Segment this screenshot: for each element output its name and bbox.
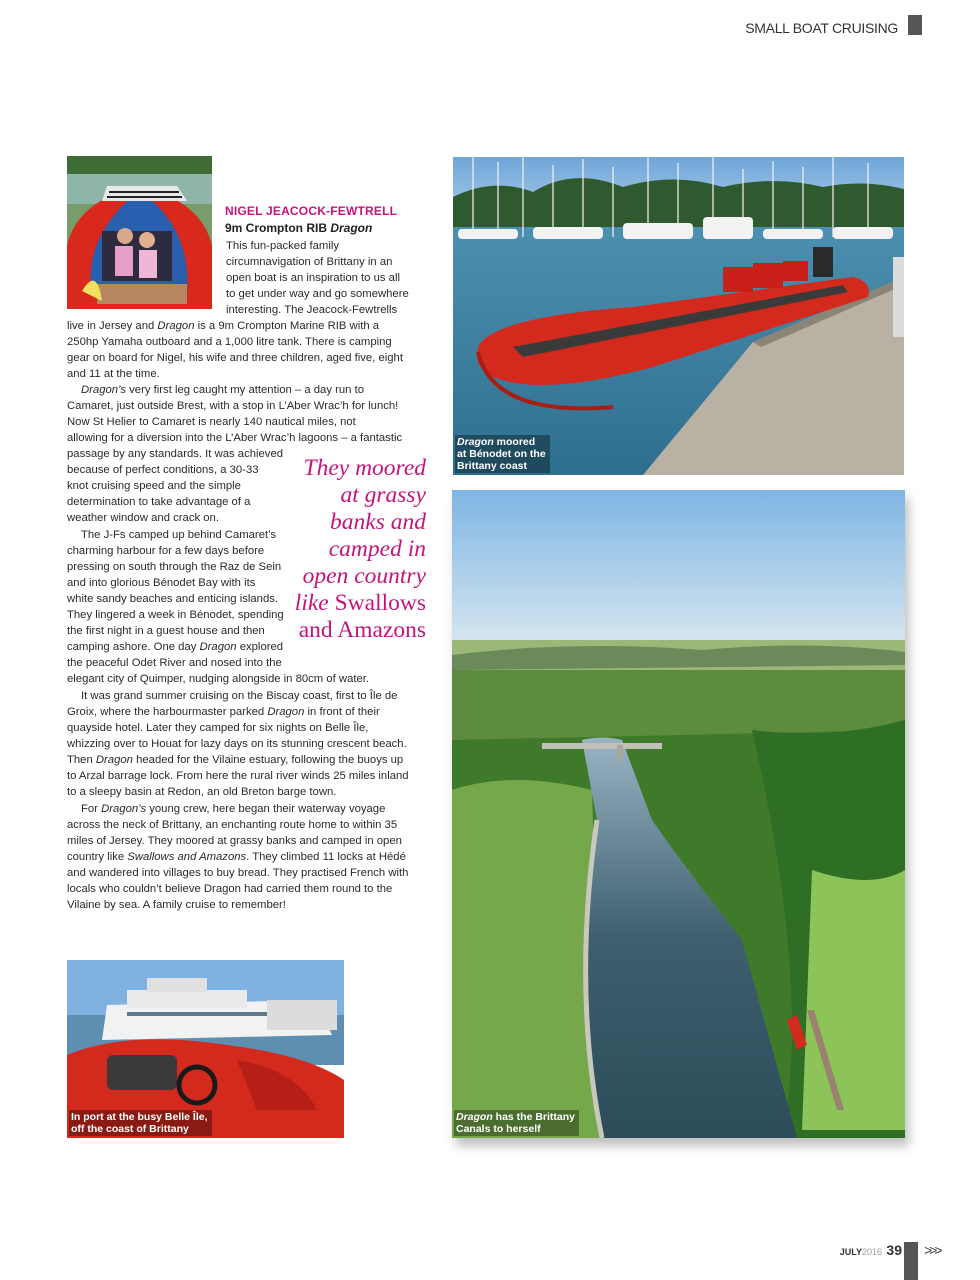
body-text-line: the peaceful Odet River and nosed into the [67,657,282,669]
page-number: 39 [886,1242,902,1258]
body-text-line: and wandered into villages to buy bread. They practised French with [67,867,409,879]
body-text-line: Groix, where the harbourmaster parked Dragon in front of their [67,706,380,718]
photo-tent-in-rib [67,156,212,309]
pullquote-line: and Amazons [298,617,426,643]
body-text-line: Vilaine by sea. A family cruise to remember! [67,899,286,911]
body-text-line: to Arzal barrage lock. From here the rural river winds 25 miles inland [67,770,409,782]
body-text-line: pressing on south through the Raz de Sein [67,561,282,573]
photo-marina-benodet [453,157,904,475]
body-text-line: weather window and crack on. [67,512,219,524]
body-text-line: and into glorious Bénodet Bay with its [67,577,256,589]
body-text-line: They lingered a week in Bénodet, spending [67,609,284,621]
body-text-line: locals who couldn’t believe Dragon had carried them round to the [67,883,393,895]
body-text-line: It was grand summer cruising on the Biscay coast, first to Île de [81,690,398,702]
body-text-line: determination to take advantage of a [67,496,251,508]
body-text-line: camping ashore. One day Dragon explored [67,641,284,653]
body-text-line: For Dragon’s young crew, here began their waterway voyage [81,803,386,815]
body-text-line: Then Dragon headed for the Vilaine estuary, following the buoys up [67,754,404,766]
body-text-line: because of perfect conditions, a 30-33 [67,464,259,476]
pullquote-line: banks and [330,509,426,535]
body-text-line: the first night in a guest house and then [67,625,265,637]
body-text-line: and 11 at the time. [67,368,160,380]
photo-brittany-canal [452,490,905,1138]
caption-marina: Dragon moored at Bénodet on the Brittany coast [455,435,550,473]
boat-title: 9m Crompton RIB Dragon [225,221,373,235]
pullquote-line: at grassy [340,482,426,508]
footer-bar [904,1242,918,1280]
body-text-line: to a sleepy basin at Redon, an old Breton barge town. [67,786,337,798]
body-text-line: elegant city of Quimper, nudging alongside in 80cm of water. [67,673,370,685]
body-text-line: white sandy beaches and enticing islands. [67,593,279,605]
body-text-line: Dragon’s very first leg caught my attention – a day run to [81,384,365,396]
caption-port: In port at the busy Belle Île, off the coast of Brittany [69,1110,212,1136]
pullquote-line: open country [302,563,426,589]
body-text-line: miles of Jersey. They moored at grassy banks and camped in open [67,835,402,847]
body-text-line: knot cruising speed and the simple [67,480,241,492]
body-text-line: country like Swallows and Amazons. They climbed 11 locks at Hédé [67,851,406,863]
pullquote-line: They moored [303,455,426,481]
body-text-line: Now St Helier to Camaret is nearly 140 nautical miles, not [67,416,356,428]
photo-port-belle-ile [67,960,344,1138]
body-text-line: open boat is an inspiration to us all [226,272,400,284]
body-text-line: quayside hotel. Later they camped for six nights on Belle Île, [67,722,369,734]
next-page-arrows-icon: >>> [924,1242,940,1258]
body-text-line: The J-Fs camped up behind Camaret’s [81,529,277,541]
author-byline: NIGEL JEACOCK-FEWTRELL [225,204,398,218]
caption-river: Dragon has the Brittany Canals to herself [454,1110,579,1136]
pullquote-line: like Swallows [294,590,426,616]
body-text-line: across the neck of Brittany, an enchanting route home to within 35 [67,819,398,831]
body-text-line: Camaret, just outside Brest, with a stop in L’Aber Wrac’h for lunch! [67,400,399,412]
body-text-line: gear on board for Nigel, his wife and three children, aged five, eight [67,352,403,364]
body-text-line: 250hp Yamaha outboard and a 1,000 litre tank. There is camping [67,336,392,348]
pull-quote [286,455,426,644]
body-text-line: charming harbour for a few days before [67,545,265,557]
pullquote-line: camped in [328,536,426,562]
body-text-line: to get under way and go somewhere [226,288,409,300]
body-text-line: allowing for a diversion into the L’Aber Wrac’h lagoons – a fantastic [67,432,403,444]
body-text-line: This fun-packed family [226,240,340,252]
body-text-line: live in Jersey and Dragon is a 9m Crompton Marine RIB with a [67,320,380,332]
body-text-line: passage by any standards. It was achieved [67,448,284,460]
body-text-line: whizzing over to Houat for lazy days on its stunning crescent beach. [67,738,407,750]
footer-date: JULY2016 [839,1247,882,1257]
section-label: SMALL BOAT CRUISING [745,20,898,36]
header-bar [908,15,922,35]
body-text-line: circumnavigation of Brittany in an [226,256,393,268]
body-text-line: interesting. The Jeacock-Fewtrells [226,304,398,316]
